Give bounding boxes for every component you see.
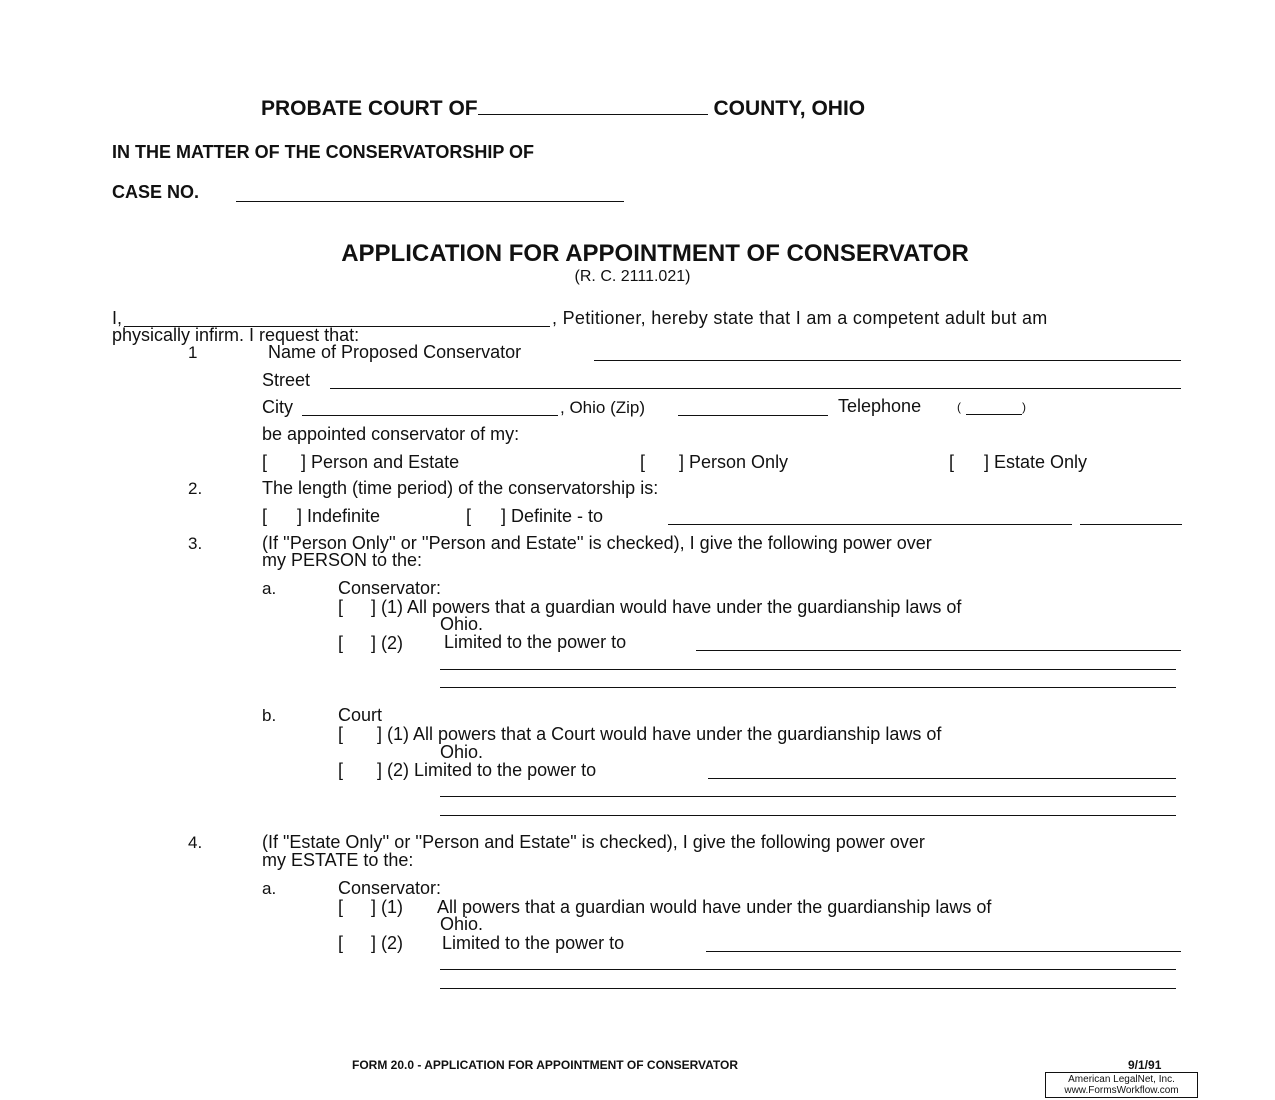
form-title: APPLICATION FOR APPOINTMENT OF CONSERVATOR	[341, 240, 969, 267]
publisher-name: American LegalNet, Inc.	[1068, 1074, 1175, 1085]
telephone-open-paren: (	[957, 400, 961, 414]
checkbox-definite[interactable]: [	[466, 506, 472, 526]
checkbox-estate-only[interactable]: [	[949, 452, 955, 472]
footer-date: 9/1/91	[1128, 1058, 1162, 1072]
checkbox-3a2[interactable]: [	[338, 633, 344, 653]
option-person-estate[interactable]	[262, 452, 459, 473]
checkbox-indefinite[interactable]: [	[262, 506, 268, 526]
case-number-field[interactable]	[236, 201, 624, 202]
item-4-number: 4.	[188, 833, 203, 852]
power-4a-field-1[interactable]	[706, 951, 1181, 952]
definite-end-field[interactable]	[668, 524, 1072, 525]
option-3a1[interactable]	[338, 597, 961, 618]
conservator-name-field[interactable]	[594, 360, 1181, 361]
option-indefinite[interactable]	[262, 506, 380, 527]
option-4a1-cont: Ohio.	[440, 914, 484, 934]
publisher-box	[1045, 1072, 1198, 1098]
person-power-statement-cont: my PERSON to the:	[262, 550, 423, 570]
option-4a1[interactable]	[338, 897, 403, 918]
street-label: Street	[262, 370, 311, 390]
option-person-only[interactable]	[640, 452, 788, 473]
estate-power-statement: (If "Estate Only'' or ''Person and Estate" is checked), I give the following power over	[262, 832, 925, 852]
checkbox-3a1[interactable]: [	[338, 597, 344, 617]
telephone-area-field[interactable]	[966, 414, 1022, 415]
checkbox-4a2[interactable]: [	[338, 933, 344, 953]
option-4a1-text: All powers that a guardian would have under the guardianship laws of	[437, 897, 992, 917]
telephone-close-paren: )	[1022, 400, 1026, 414]
power-3a-field-1[interactable]	[696, 650, 1181, 651]
option-3a2[interactable]	[338, 633, 403, 654]
option-4a1-label: ] (1)	[371, 897, 404, 917]
publisher-url: www.FormsWorkflow.com	[1064, 1085, 1179, 1096]
power-3b-field-3[interactable]	[440, 815, 1176, 816]
city-field[interactable]	[302, 415, 558, 416]
item-2-number: 2.	[188, 479, 203, 498]
option-estate-only[interactable]	[949, 452, 1087, 473]
option-definite-label: ] Definite - to	[501, 506, 604, 526]
street-field[interactable]	[330, 388, 1181, 389]
checkbox-3b1[interactable]: [	[338, 724, 344, 744]
item-3b-label: b.	[262, 706, 277, 725]
option-definite[interactable]	[466, 506, 603, 527]
court-prefix: PROBATE COURT OF	[261, 97, 478, 120]
item-3-number: 3.	[188, 534, 203, 553]
power-3a-field-2[interactable]	[440, 669, 1176, 670]
county-field[interactable]	[478, 114, 708, 115]
intro-i: I,	[112, 308, 123, 328]
court-heading	[261, 97, 865, 121]
item-1-number: 1	[188, 343, 198, 362]
option-3a2-text: Limited to the power to	[444, 632, 627, 652]
telephone-label: Telephone	[838, 396, 922, 416]
city-label: City	[262, 397, 293, 417]
power-4a-field-3[interactable]	[440, 988, 1176, 989]
option-4a2-label: ] (2)	[371, 933, 404, 953]
footer-form-title: FORM 20.0 - APPLICATION FOR APPOINTMENT OF CONSERVATOR	[352, 1058, 739, 1072]
court-suffix: COUNTY, OHIO	[713, 97, 866, 120]
option-3b1-cont: Ohio.	[440, 742, 484, 762]
option-3a2-label: ] (2)	[371, 633, 404, 653]
option-3b1-label: ] (1) All powers that a Court would have under the guardianship laws of	[377, 724, 942, 744]
checkbox-person-estate[interactable]: [	[262, 452, 268, 472]
option-3b2-label: ] (2) Limited to the power to	[377, 760, 597, 780]
power-3b-field-2[interactable]	[440, 796, 1176, 797]
power-3b-field-1[interactable]	[708, 778, 1176, 779]
statute-reference: (R. C. 2111.021)	[574, 268, 691, 285]
power-4a-field-2[interactable]	[440, 969, 1176, 970]
length-label: The length (time period) of the conservatorship is:	[262, 478, 659, 498]
conservator-name-label: Name of Proposed Conservator	[268, 342, 522, 362]
option-3a1-label: ] (1) All powers that a guardian would have under the guardianship laws of	[371, 597, 962, 617]
item-4a-label: a.	[262, 879, 277, 898]
option-estate-only-label: ] Estate Only	[984, 452, 1088, 472]
item-4a-title: Conservator:	[338, 878, 442, 898]
person-power-statement: (If ''Person Only'' or ''Person and Estate'' is checked), I give the following power over	[262, 533, 932, 553]
power-3a-field-3[interactable]	[440, 687, 1176, 688]
case-number-label: CASE NO.	[112, 182, 200, 202]
appointed-label: be appointed conservator of my:	[262, 424, 520, 444]
option-indefinite-label: ] Indefinite	[297, 506, 381, 526]
matter-heading: IN THE MATTER OF THE CONSERVATORSHIP OF	[112, 142, 535, 162]
option-4a2-text: Limited to the power to	[442, 933, 625, 953]
checkbox-person-only[interactable]: [	[640, 452, 646, 472]
checkbox-4a1[interactable]: [	[338, 897, 344, 917]
estate-power-statement-cont: my ESTATE to the:	[262, 850, 414, 870]
option-3b2[interactable]	[338, 760, 596, 781]
option-3a1-cont: Ohio.	[440, 614, 484, 634]
item-3a-label: a.	[262, 579, 277, 598]
ohio-zip-label: , Ohio (Zip)	[560, 398, 646, 417]
intro-statement-cont: physically infirm. I request that:	[112, 325, 360, 345]
option-4a2[interactable]	[338, 933, 403, 954]
option-3b1[interactable]	[338, 724, 941, 745]
intro-statement: , Petitioner, hereby state that I am a competent adult but am	[552, 308, 1048, 328]
option-person-estate-label: ] Person and Estate	[301, 452, 460, 472]
definite-date-field[interactable]	[1080, 524, 1182, 525]
option-person-only-label: ] Person Only	[679, 452, 789, 472]
zip-field[interactable]	[678, 415, 828, 416]
item-3a-title: Conservator:	[338, 578, 442, 598]
item-3b-title: Court	[338, 705, 383, 725]
checkbox-3b2[interactable]: [	[338, 760, 344, 780]
